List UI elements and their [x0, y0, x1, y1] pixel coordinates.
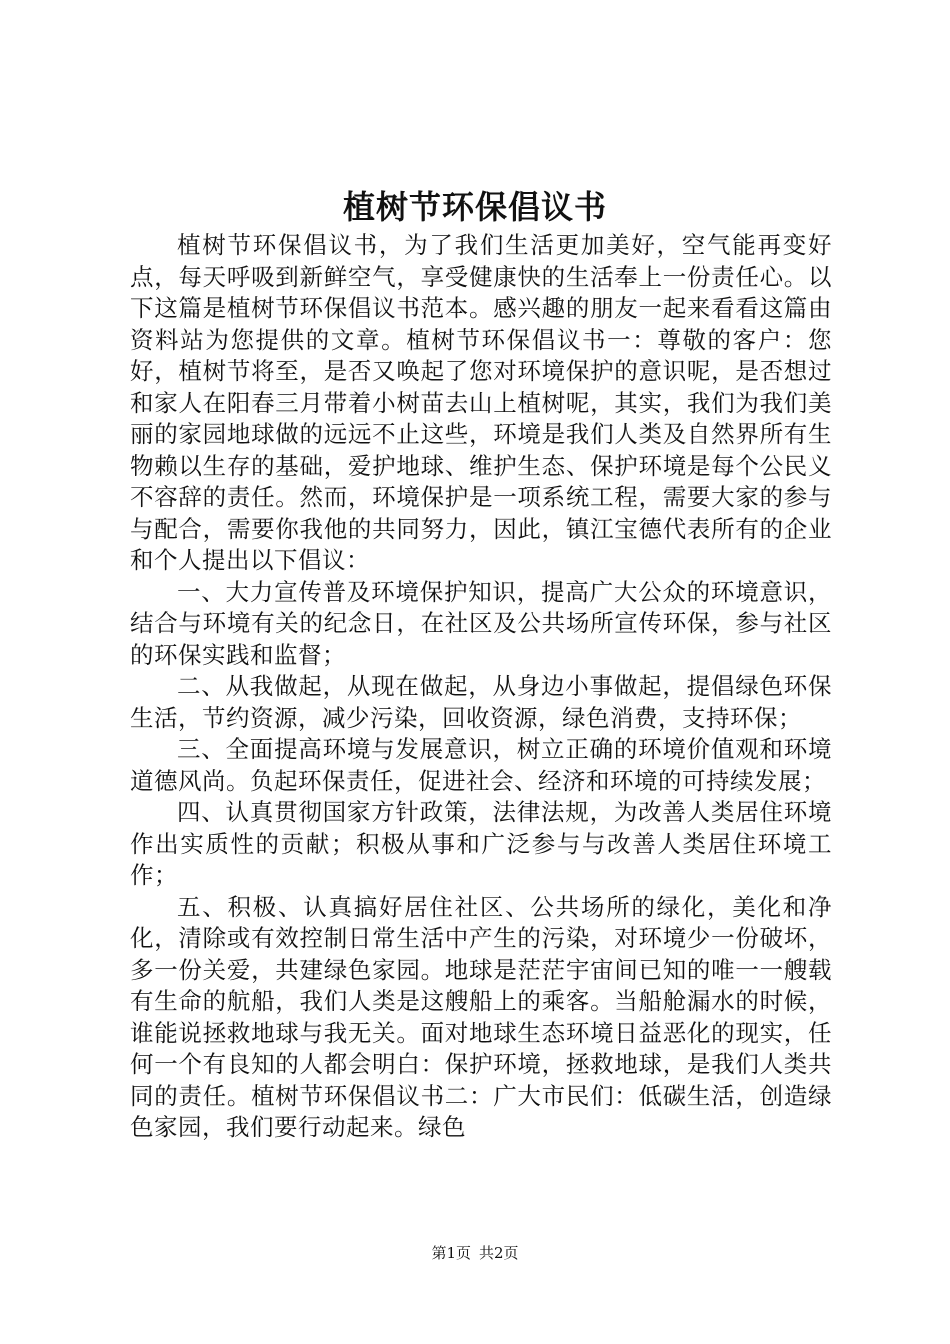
page-number-current: 第1页: [431, 1244, 471, 1262]
page-number-total: 共2页: [479, 1244, 519, 1262]
document-title: 植树节环保倡议书: [342, 188, 607, 226]
paragraph-item-3: 三、全面提高环境与发展意识，树立正确的环境价值观和环境道德风尚。负起环保责任，促进社会、经济和环境的可持续发展；: [130, 735, 832, 795]
paragraph-intro: 植树节环保倡议书，为了我们生活更加美好，空气能再变好点，每天呼吸到新鲜空气，享受健康快的生活奉上一份责任心。以下这篇是植树节环保倡议书范本。感兴趣的朋友一起来看看这篇由资料站为您提供的文章。植树节环保倡议书一：尊敬的客户：您好，植树节将至，是否又唤起了您对环境保护的意识呢，是否想过和家人在阳春三月带着小树苗去山上植树呢，其实，我们为我们美丽的家园地球做的远远不止这些，环境是我们人类及自然界所有生物赖以生存的基础，爱护地球、维护生态、保护环境是每个公民义不容辞的责任。然而，环境保护是一项系统工程，需要大家的参与与配合，需要你我他的共同努力，因此，镇江宝德代表所有的企业和个人提出以下倡议：: [130, 231, 832, 574]
paragraph-item-4: 四、认真贯彻国家方针政策，法律法规，为改善人类居住环境作出实质性的贡献；积极从事和广泛参与与改善人类居住环境工作；: [130, 798, 832, 889]
paragraph-item-5: 五、积极、认真搞好居住社区、公共场所的绿化，美化和净化，清除或有效控制日常生活中产生的污染，对环境少一份破坏，多一份关爱，共建绿色家园。地球是茫茫宇宙间已知的唯一一艘载有生命的航船，我们人类是这艘船上的乘客。当船舱漏水的时候，谁能说拯救地球与我无关。面对地球生态环境日益恶化的现实，任何一个有良知的人都会明白：保护环境，拯救地球，是我们人类共同的责任。植树节环保倡议书二：广大市民们：低碳生活，创造绿色家园，我们要行动起来。绿色: [130, 892, 832, 1141]
document-body: [130, 230, 832, 1144]
paragraph-item-1: 一、大力宣传普及环境保护知识，提高广大公众的环境意识，结合与环境有关的纪念日，在社区及公共场所宣传环保，参与社区的环保实践和监督；: [130, 577, 832, 669]
page-footer: [0, 1243, 950, 1263]
paragraph-item-2: 二、从我做起，从现在做起，从身边小事做起，提倡绿色环保生活，节约资源，减少污染，回收资源，绿色消费，支持环保；: [130, 672, 832, 732]
